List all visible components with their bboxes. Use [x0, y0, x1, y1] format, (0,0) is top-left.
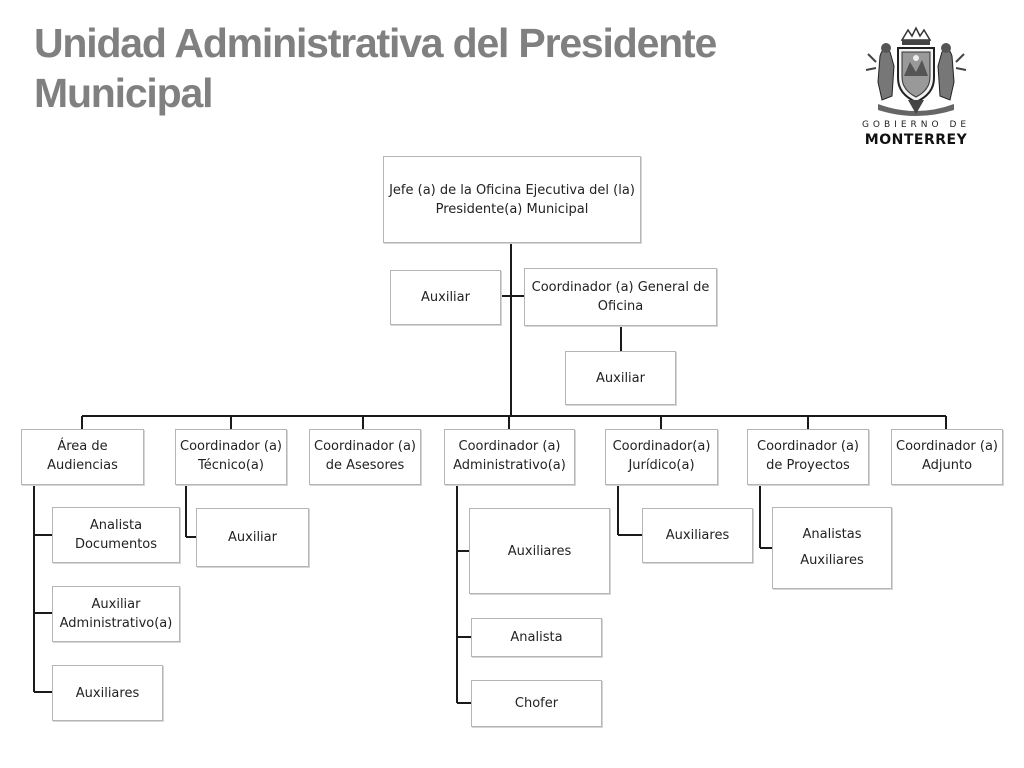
org-unit-tecnico [175, 429, 287, 485]
logo-text-gobierno: GOBIERNO DE [861, 120, 971, 130]
org-unit-audiencias [21, 429, 144, 485]
org-child-juridico-auxiliares [642, 508, 753, 563]
org-child-tecnico-auxiliar [196, 508, 309, 567]
org-child-admin-auxiliares [469, 508, 610, 594]
org-box-staff-auxiliar-label: Auxiliar [421, 290, 470, 305]
org-child-label: Analista [510, 630, 563, 645]
org-box-coordinator-general [524, 268, 717, 326]
logo-text-monterrey: MONTERREY [864, 132, 968, 148]
org-unit-proyectos [747, 429, 869, 485]
org-box-head [383, 156, 641, 243]
org-child-label: Auxiliar [228, 530, 277, 545]
org-child-label: Auxiliares [665, 528, 730, 543]
org-child-analista-documentos [52, 507, 180, 563]
org-child-label: Auxiliar Administrativo(a) [59, 597, 173, 631]
org-child-audiencias-auxiliares [52, 665, 163, 721]
page-title-line2: Municipal [34, 70, 213, 116]
org-box-coordinator-general-aux-label: Auxiliar [596, 370, 645, 386]
org-child-auxiliar-administrativo [52, 586, 180, 642]
org-child-admin-analista [471, 618, 602, 657]
org-unit-label: Coordinador (a) de Asesores [314, 439, 416, 473]
org-unit-asesores [309, 429, 421, 485]
org-child-label: Analistas [802, 527, 862, 542]
org-unit-label: Coordinador (a) Administrativo(a) [453, 439, 566, 473]
page-title-line1: Unidad Administrativa del Presidente [34, 20, 717, 66]
org-unit-label: Coordinador (a) Adjunto [896, 439, 998, 473]
org-child-admin-chofer [471, 680, 602, 727]
org-unit-label: Coordinador(a) Jurídico(a) [612, 439, 711, 473]
org-unit-administrativo [444, 429, 575, 485]
org-box-head-label: Jefe (a) de la Oficina Ejecutiva del (la) Presidente(a) Municipal [389, 182, 635, 217]
org-child-label: Auxiliares [75, 685, 140, 701]
org-unit-label: Área de Audiencias [47, 439, 118, 473]
org-child-proyectos-staff [772, 507, 892, 589]
org-child-label: Chofer [514, 696, 559, 711]
org-box-staff-auxiliar [390, 270, 501, 325]
org-box-coordinator-general-label: Coordinador (a) General de Oficina [531, 280, 710, 314]
org-child-label: Auxiliares [507, 543, 572, 559]
org-child-label: Analista Documentos [74, 518, 158, 552]
org-unit-juridico [605, 429, 718, 485]
org-box-coordinator-general-aux [565, 351, 676, 405]
org-unit-label: Coordinador (a) de Proyectos [757, 439, 859, 473]
org-unit-label: Coordinador (a) Técnico(a) [180, 439, 282, 473]
org-unit-adjunto [891, 429, 1003, 485]
org-child-label: Auxiliares [800, 553, 864, 568]
